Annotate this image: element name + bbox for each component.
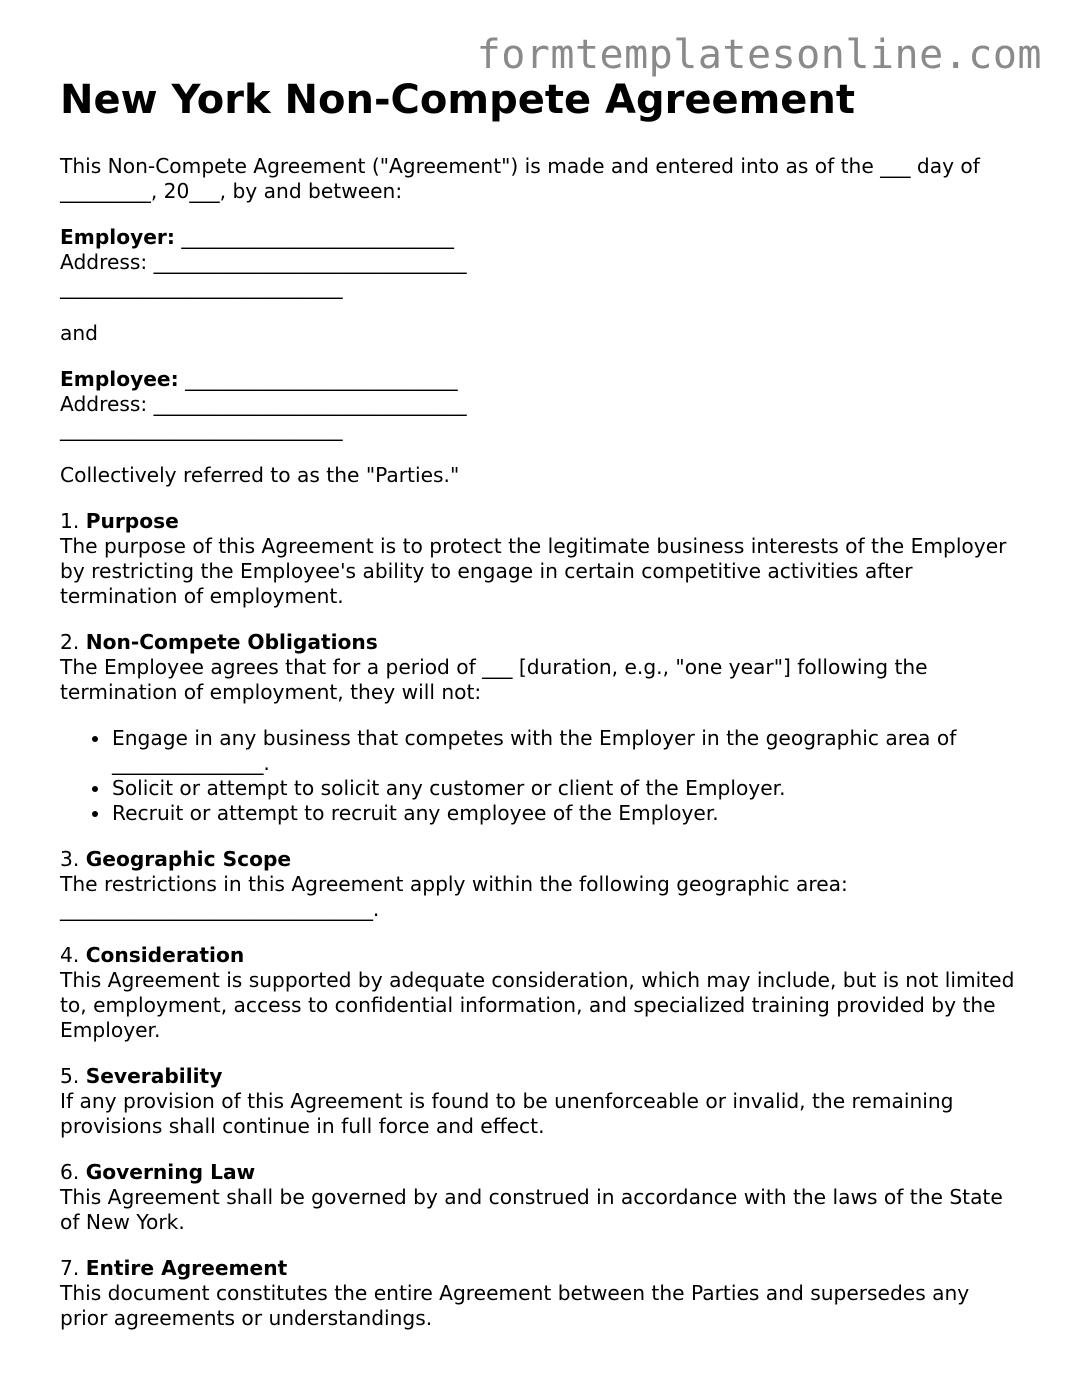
employer-address-line2: ____________________________ [60,275,343,299]
section-geographic-scope [60,847,1020,922]
section-body: The purpose of this Agreement is to protect the legitimate business interests of the Employer by restricting the Employee's ability to engage in certain competitive activities after termination of employment. [60,534,1007,608]
connector-text: and [60,321,98,345]
section-heading: Consideration [85,943,245,967]
section-heading: Governing Law [85,1160,256,1184]
section-consideration [60,943,1020,1043]
section-number: 4. [60,943,80,967]
section-number: 2. [60,630,80,654]
employee-address-line2: ____________________________ [60,417,343,441]
section-non-compete-obligations [60,630,1020,705]
employer-label: Employer: [60,225,175,249]
section-governing-law [60,1160,1020,1235]
list-item: Solicit or attempt to solicit any customer or client of the Employer. [112,776,1020,801]
section-heading: Purpose [85,509,179,533]
section-body: If any provision of this Agreement is found to be unenforceable or invalid, the remaining provisions shall continue in full force and effect. [60,1089,954,1138]
section-body: This Agreement is supported by adequate consideration, which may include, but is not limited to, employment, access to confidential information, and specialized training provided by the Employer. [60,968,1015,1042]
section-body: The Employee agrees that for a period of ___ [duration, e.g., "one year"] following the termination of employment, they will not: [60,655,928,704]
employee-address-label: Address: [60,392,148,416]
employer-block [60,225,1020,300]
section-severability [60,1064,1020,1139]
section-body: The restrictions in this Agreement apply within the following geographic area: _______________________________. [60,872,848,921]
section-heading: Severability [85,1064,223,1088]
section-number: 1. [60,509,80,533]
employer-address-blank: _______________________________ [153,250,467,274]
section-body: This document constitutes the entire Agreement between the Parties and supersedes any prior agreements or understandings. [60,1281,970,1330]
section-heading: Non-Compete Obligations [85,630,378,654]
watermark: formtemplatesonline.com [476,32,1042,78]
list-item: Recruit or attempt to recruit any employee of the Employer. [112,801,1020,826]
employee-address-blank: _______________________________ [153,392,467,416]
page-title: New York Non-Compete Agreement [60,77,855,123]
employer-name-blank: ___________________________ [181,225,454,249]
employer-address-label: Address: [60,250,148,274]
section-purpose [60,509,1020,609]
employee-label: Employee: [60,367,179,391]
section-number: 3. [60,847,80,871]
list-item: Engage in any business that competes with the Employer in the geographic area of _______________. [112,726,1020,776]
employee-block [60,367,1020,442]
intro-paragraph: This Non-Compete Agreement ("Agreement") is made and entered into as of the ___ day of _________, 20___, by and between: [60,154,980,203]
obligations-list [60,726,1020,826]
section-entire-agreement [60,1256,1020,1331]
document-page [60,76,1020,1352]
collective-paragraph: Collectively referred to as the "Parties." [60,463,460,487]
section-heading: Entire Agreement [85,1256,288,1280]
section-number: 6. [60,1160,80,1184]
section-heading: Geographic Scope [85,847,292,871]
employee-name-blank: ___________________________ [185,367,458,391]
section-body: This Agreement shall be governed by and construed in accordance with the laws of the State of New York. [60,1185,1003,1234]
section-number: 5. [60,1064,80,1088]
section-number: 7. [60,1256,80,1280]
